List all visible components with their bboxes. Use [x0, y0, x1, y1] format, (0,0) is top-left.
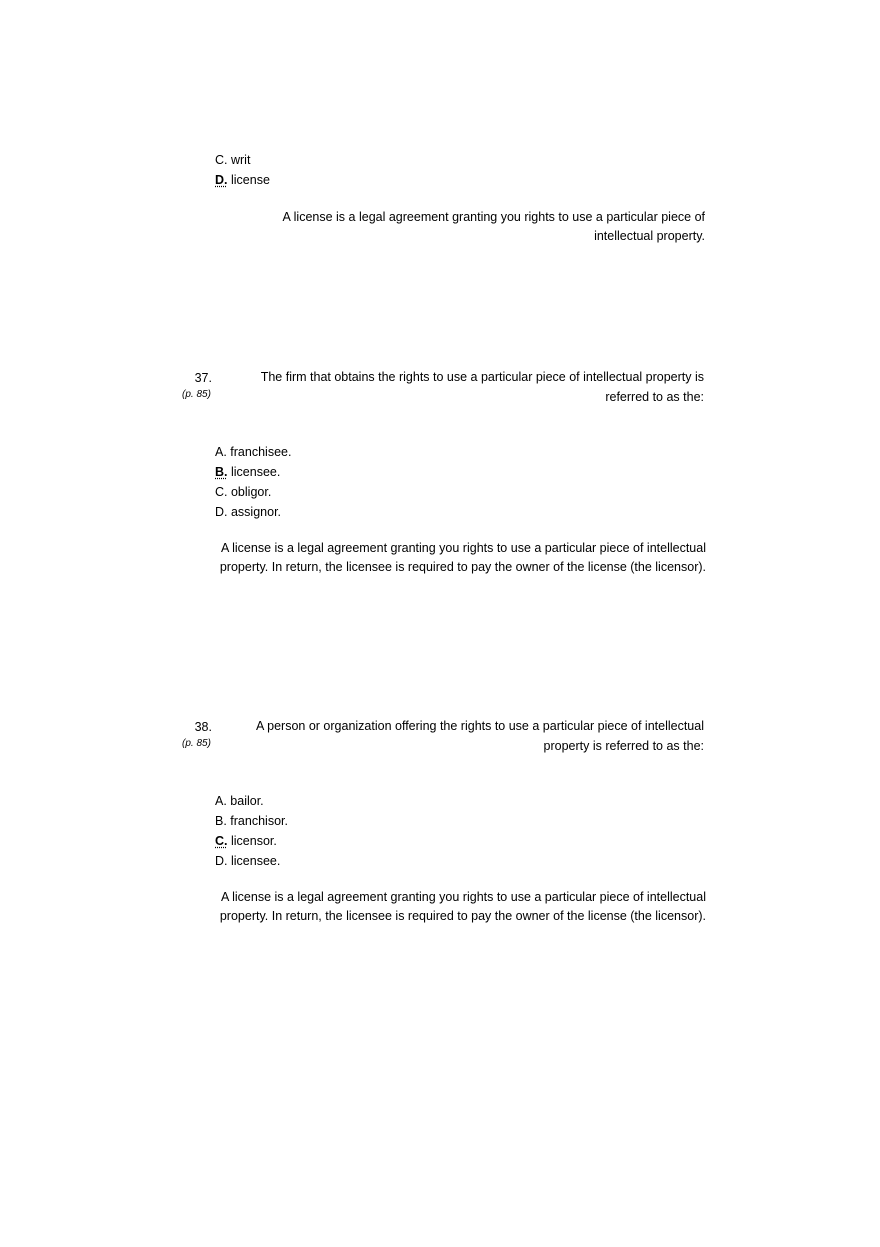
option-letter: A. — [215, 445, 227, 459]
question-number: 37. — [194, 371, 212, 385]
answer-explanation: A license is a legal agreement granting you rights to use a particular piece of intellectual property. In return, the licensee is required to pay the owner of the license (the licensor). — [219, 541, 706, 574]
answer-option — [215, 152, 250, 168]
answer-option — [215, 853, 280, 869]
option-letter: D. — [215, 854, 228, 868]
answer-option-correct — [215, 464, 280, 480]
option-text: assignor. — [230, 505, 282, 519]
option-text: bailor. — [230, 794, 264, 808]
option-text: licensee. — [230, 854, 281, 868]
option-text: licensee. — [230, 465, 281, 479]
answer-option — [215, 484, 271, 500]
option-text: franchisee. — [230, 445, 292, 459]
option-text: obligor. — [230, 485, 272, 499]
option-letter: B. — [215, 465, 228, 479]
page-reference: (p. 85) — [182, 389, 211, 400]
option-letter: D. — [215, 505, 228, 519]
answer-explanation: A license is a legal agreement granting you rights to use a particular piece of intellectual property. — [282, 210, 705, 243]
answer-option — [215, 813, 288, 829]
answer-option — [215, 504, 281, 520]
question-text: The firm that obtains the rights to use a particular piece of intellectual property is referred to as the: — [260, 370, 704, 404]
option-text: licensor. — [230, 834, 277, 848]
option-letter: C. — [215, 153, 228, 167]
answer-option — [215, 793, 264, 809]
option-letter: C. — [215, 834, 228, 848]
option-letter: A. — [215, 794, 227, 808]
option-letter: C. — [215, 485, 228, 499]
answer-option-correct — [215, 833, 277, 849]
question-text: A person or organization offering the rights to use a particular piece of intellectual property is referred to as the: — [256, 719, 704, 753]
option-text: franchisor. — [230, 814, 288, 828]
option-text: license — [230, 173, 270, 187]
option-letter: D. — [215, 173, 228, 187]
option-letter: B. — [215, 814, 227, 828]
option-text: writ — [230, 153, 251, 167]
question-number: 38. — [194, 720, 212, 734]
answer-explanation: A license is a legal agreement granting you rights to use a particular piece of intellectual property. In return, the licensee is required to pay the owner of the license (the licensor). — [219, 890, 706, 923]
page-reference: (p. 85) — [182, 738, 211, 749]
answer-option — [215, 444, 291, 460]
answer-option-correct — [215, 172, 270, 188]
